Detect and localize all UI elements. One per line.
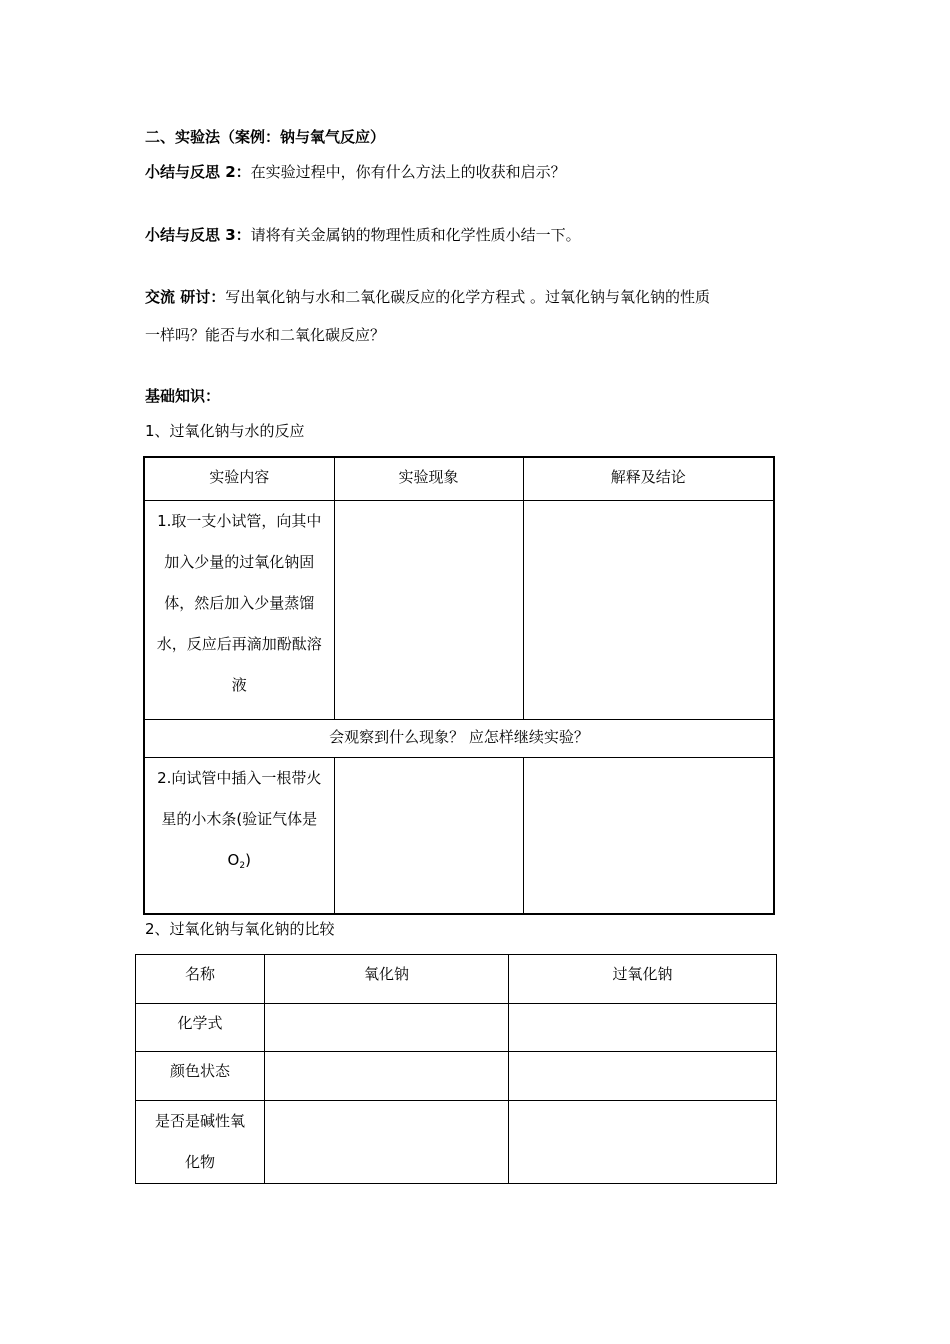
section-1-title: 1、过氧化钠与水的反应	[145, 422, 305, 440]
formula-sodium-oxide[interactable]	[265, 1004, 509, 1052]
header-conclusion: 解释及结论	[523, 457, 774, 500]
basic-sodium-peroxide[interactable]	[509, 1101, 777, 1184]
header-name: 名称	[136, 955, 265, 1004]
color-sodium-oxide[interactable]	[265, 1052, 509, 1101]
header-content: 实验内容	[144, 457, 334, 500]
summary-2-text: 在实验过程中，你有什么方法上的收获和启示？	[250, 163, 566, 181]
summary-3-text: 请将有关金属钠的物理性质和化学性质小结一下。	[250, 226, 581, 244]
step-1-phenomenon[interactable]	[334, 500, 523, 719]
step-1-line: 体，然后加入少量蒸馏	[164, 593, 315, 612]
color-sodium-peroxide[interactable]	[509, 1052, 777, 1101]
section-heading: 二、实验法（案例：钠与氧气反应）	[145, 128, 386, 146]
step-1-conclusion[interactable]	[523, 500, 774, 719]
summary-2	[145, 162, 566, 182]
step-1-line: 1.取一支小试管，向其中	[157, 511, 322, 530]
step-1-line: 水，反应后再滴加酚酞溶	[156, 634, 322, 653]
step-1-content	[144, 500, 334, 719]
table-row	[144, 719, 774, 757]
table-header-row	[136, 955, 777, 1004]
step-1-line: 加入少量的过氧化钠固	[164, 552, 315, 571]
discussion-label: 交流 研讨：	[145, 288, 226, 306]
step-2-content	[144, 757, 334, 914]
middle-question: 会观察到什么现象？ 应怎样继续实验？	[144, 719, 774, 757]
header-sodium-peroxide: 过氧化钠	[509, 955, 777, 1004]
table-row	[144, 757, 774, 914]
step-2-line: 星的小木条(验证气体是	[161, 809, 318, 828]
comparison-table	[135, 954, 777, 1184]
basics-heading: 基础知识：	[145, 387, 221, 405]
row-basic-oxide-label: 是否是碱性氧 化物	[136, 1101, 265, 1184]
discussion-text-1: 写出氧化钠与水和二氧化碳反应的化学方程式 。过氧化钠与氧化钠的性质	[225, 288, 711, 306]
reaction-table	[143, 456, 775, 915]
discussion-line-1	[145, 287, 710, 307]
table-row	[144, 500, 774, 719]
summary-3-label: 小结与反思 3：	[145, 226, 251, 244]
step-2-conclusion[interactable]	[523, 757, 774, 914]
table-row	[136, 1052, 777, 1101]
step-1-line: 液	[231, 675, 247, 694]
basic-sodium-oxide[interactable]	[265, 1101, 509, 1184]
row-formula-label: 化学式	[136, 1004, 265, 1052]
row-color-label: 颜色状态	[136, 1052, 265, 1101]
table-row	[136, 1004, 777, 1052]
header-phenomenon: 实验现象	[334, 457, 523, 500]
step-2-formula: $O_2$)	[227, 850, 251, 871]
section-2-title: 2、过氧化钠与氧化钠的比较	[145, 920, 335, 938]
header-sodium-oxide: 氧化钠	[265, 955, 509, 1004]
summary-2-label: 小结与反思 2：	[145, 163, 251, 181]
summary-3	[145, 225, 581, 245]
step-2-line: 2.向试管中插入一根带火	[157, 768, 322, 787]
table-header-row	[144, 457, 774, 500]
table-row	[136, 1101, 777, 1184]
discussion-line-2: 一样吗？能否与水和二氧化碳反应？	[145, 326, 386, 344]
step-2-phenomenon[interactable]	[334, 757, 523, 914]
formula-sodium-peroxide[interactable]	[509, 1004, 777, 1052]
